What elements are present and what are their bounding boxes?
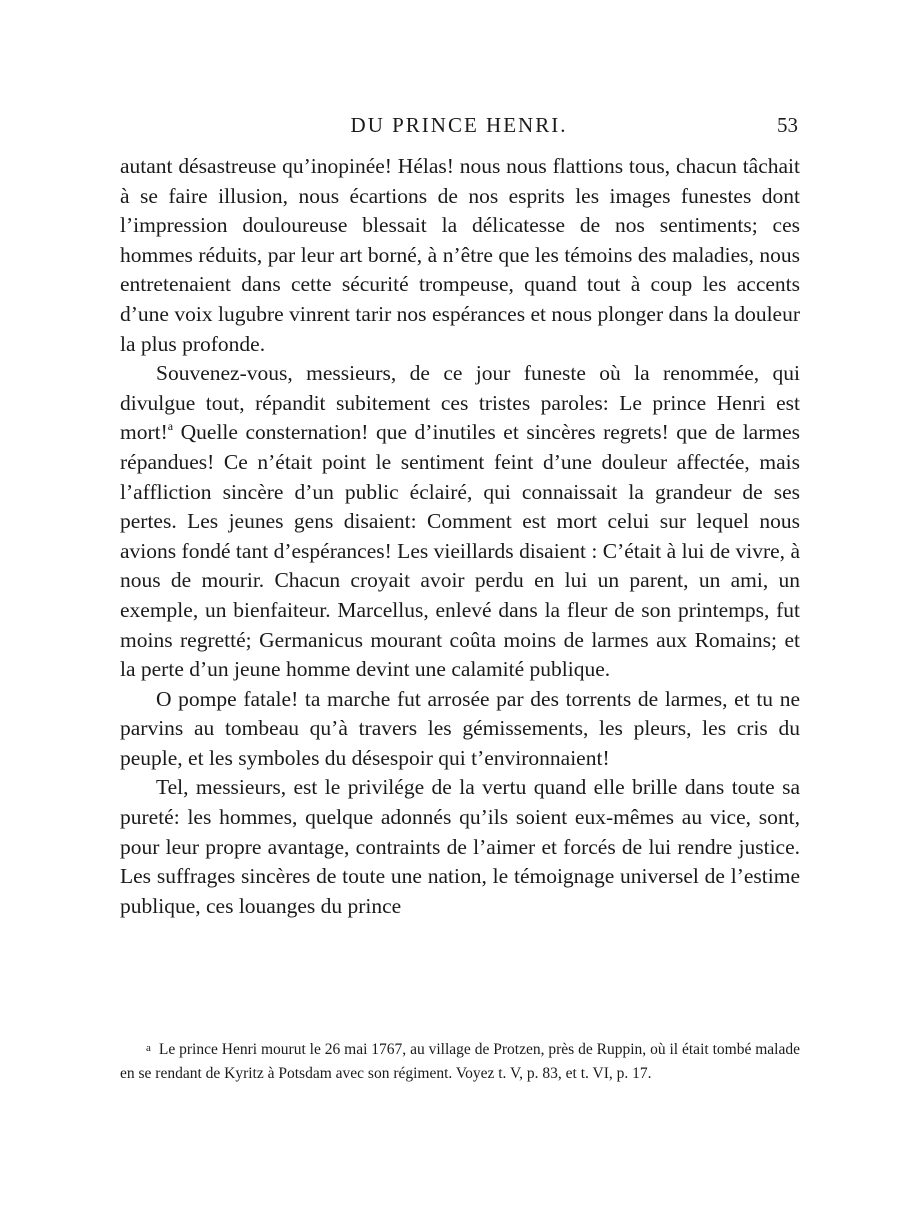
footnote-reference: a <box>167 419 174 434</box>
footnote-mark: a <box>146 1042 151 1054</box>
footnote-a <box>120 1036 800 1086</box>
running-title: DU PRINCE HENRI. <box>350 113 568 137</box>
paragraph-4: Tel, messieurs, est le privilége de la vertu quand elle brille dans toute sa pureté: les hommes, quelque adonnés qu’ils soient eux-mêmes au vice, sont, pour leur propre avantage, contraints de l’aimer et forcés de lui rendre justice. Les suffrages sincères de toute une nation, le témoignage universel de l’estime publique, ces louanges du prince <box>120 775 800 918</box>
paragraph-2-end: Quelle consternation! que d’inutiles et sincères regrets! que de larmes répandues! Ce n’était point le sentiment feint d’une douleur affectée, mais l’affliction sincère d’un public éclairé, qui connaissait la grandeur de ses pertes. Les jeunes gens disaient: Comment est mort celui sur lequel nous avions fondé tant d’espérances! Les vieillards disaient : C’était à lui de vivre, à nous de mourir. Chacun croyait avoir perdu en lui un parent, un ami, un exemple, un bienfaiteur. Marcellus, enlevé dans la fleur de son printemps, fut moins regretté; Germanicus mourant coûta moins de larmes aux Romains; et la perte d’un jeune homme devint une calamité publique. <box>120 420 800 682</box>
footnote-text: Le prince Henri mourut le 26 mai 1767, au village de Protzen, près de Ruppin, où il était tombé malade en se rendant de Kyritz à Potsdam avec son régiment. Voyez t. V, p. 83, et t. VI, p. 17. <box>120 1041 800 1082</box>
body-text <box>120 152 800 921</box>
running-head <box>120 110 798 140</box>
paragraph-1: autant désastreuse qu’inopinée! Hélas! nous nous flattions tous, chacun tâchait à se faire illusion, nous écartions de nos esprits les images funestes dont l’impression douloureuse blessait la délicatesse de nos sentiments; ces hommes réduits, par leur art borné, à n’être que les témoins des maladies, nous entretenaient dans cette sécurité trompeuse, quand tout à coup les accents d’une voix lugubre vinrent tarir nos espérances et nous plonger dans la douleur la plus profonde. <box>120 154 800 356</box>
footnotes <box>120 1036 800 1086</box>
page-number: 53 <box>777 113 798 137</box>
paragraph-2-start: Souvenez-vous, messieurs, de ce jour funeste où la renommée, qui divulgue tout, répandit subitement ces tristes paroles: Le prince Henri est mort! <box>120 361 800 445</box>
paragraph-2 <box>120 359 800 685</box>
paragraph-3: O pompe fatale! ta marche fut arrosée par des torrents de larmes, et tu ne parvins au tombeau qu’à travers les gémissements, les pleurs, les cris du peuple, et les symboles du désespoir qui t’environnaient! <box>120 686 800 770</box>
